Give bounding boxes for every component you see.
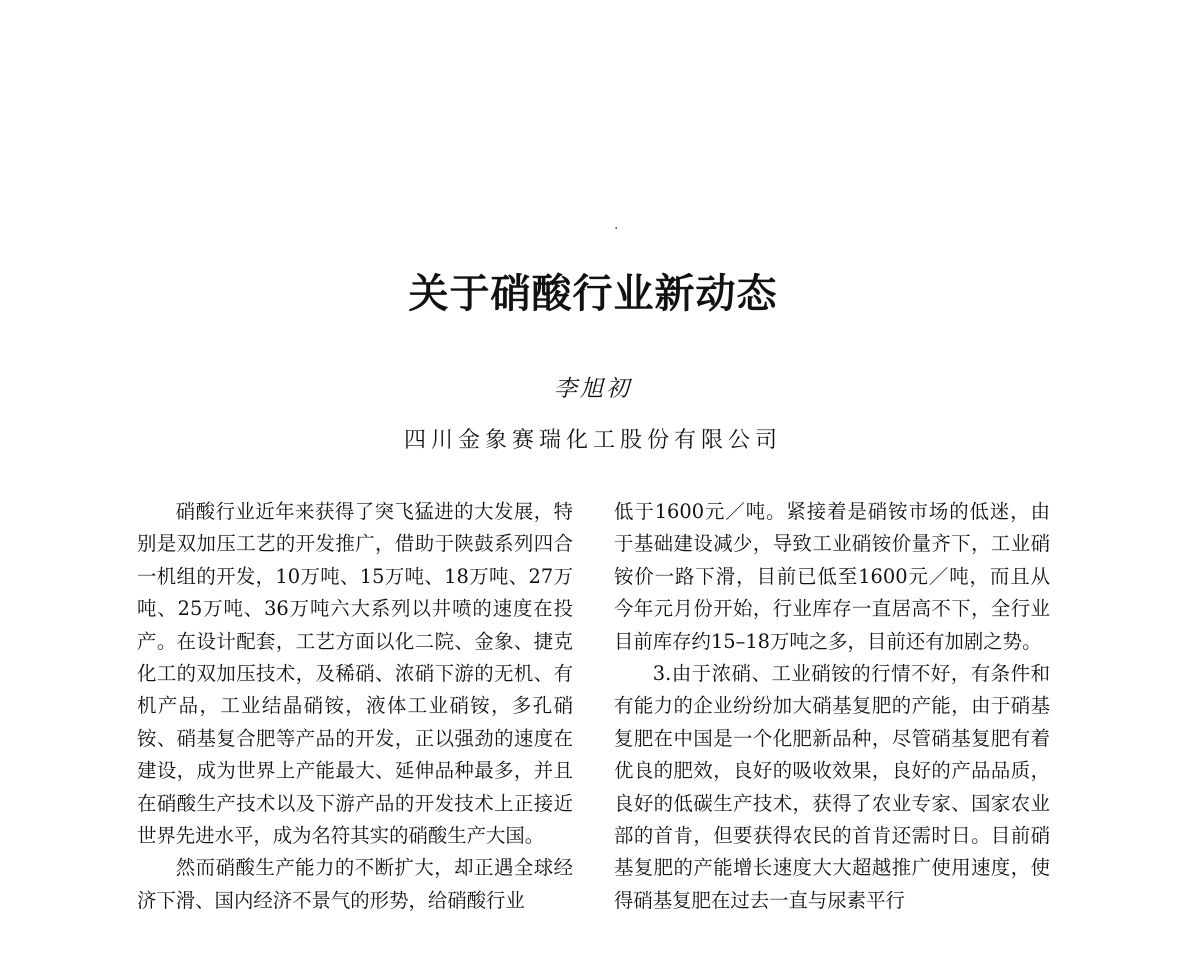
body-right-column bbox=[614, 496, 1050, 917]
article-title: 关于硝酸行业新动态 bbox=[408, 271, 778, 317]
body-paragraph: 3.由于浓硝、工业硝铵的行情不好，有条件和有能力的企业纷纷加大硝基复肥的产能，由于硝基复肥在中国是一个化肥新品种，尽管硝基复肥有着优良的肥效，良好的吸收效果，良好的产品品质，良好的低碳生产技术，获得了农业专家、国家农业部的首肯，但要获得农民的首肯还需时日。目前硝基复肥的产能增长速度大大超越推广使用速度，使得硝基复肥在过去一直与尿素平行 bbox=[614, 662, 1050, 912]
author-affiliation: 四川金象赛瑞化工股份有限公司 bbox=[403, 428, 782, 453]
body-paragraph: 低于1600元／吨。紧接着是硝铵市场的低迷，由于基础建设减少，导致工业硝铵价量齐下，工业硝铵价一路下滑，目前已低至1600元／吨，而且从今年元月份开始，行业库存一直居高不下，全行业目前库存约15–18万吨之多，目前还有加剧之势。 bbox=[614, 500, 1050, 653]
body-left-column bbox=[137, 496, 573, 917]
body-paragraph: 硝酸行业近年来获得了突飞猛进的大发展，特别是双加压工艺的开发推广，借助于陕鼓系列四合一机组的开发，10万吨、15万吨、18万吨、27万吨、25万吨、36万吨六大系列以井喷的速度在投产。在设计配套，工艺方面以化二院、金象、捷克化工的双加压技术，及稀硝、浓硝下游的无机、有机产品，工业结晶硝铵，液体工业硝铵，多孔硝铵、硝基复合肥等产品的开发，正以强劲的速度在建设，成为世界上产能最大、延伸品种最多，并且在硝酸生产技术以及下游产品的开发技术上正接近世界先进水平，成为名符其实的硝酸生产大国。 bbox=[137, 500, 573, 848]
article-author: 李旭初 bbox=[554, 376, 632, 402]
body-paragraph: 然而硝酸生产能力的不断扩大，却正遇全球经济下滑、国内经济不景气的形势，给硝酸行业 bbox=[137, 856, 573, 912]
header-dot-mark: · bbox=[614, 221, 619, 237]
